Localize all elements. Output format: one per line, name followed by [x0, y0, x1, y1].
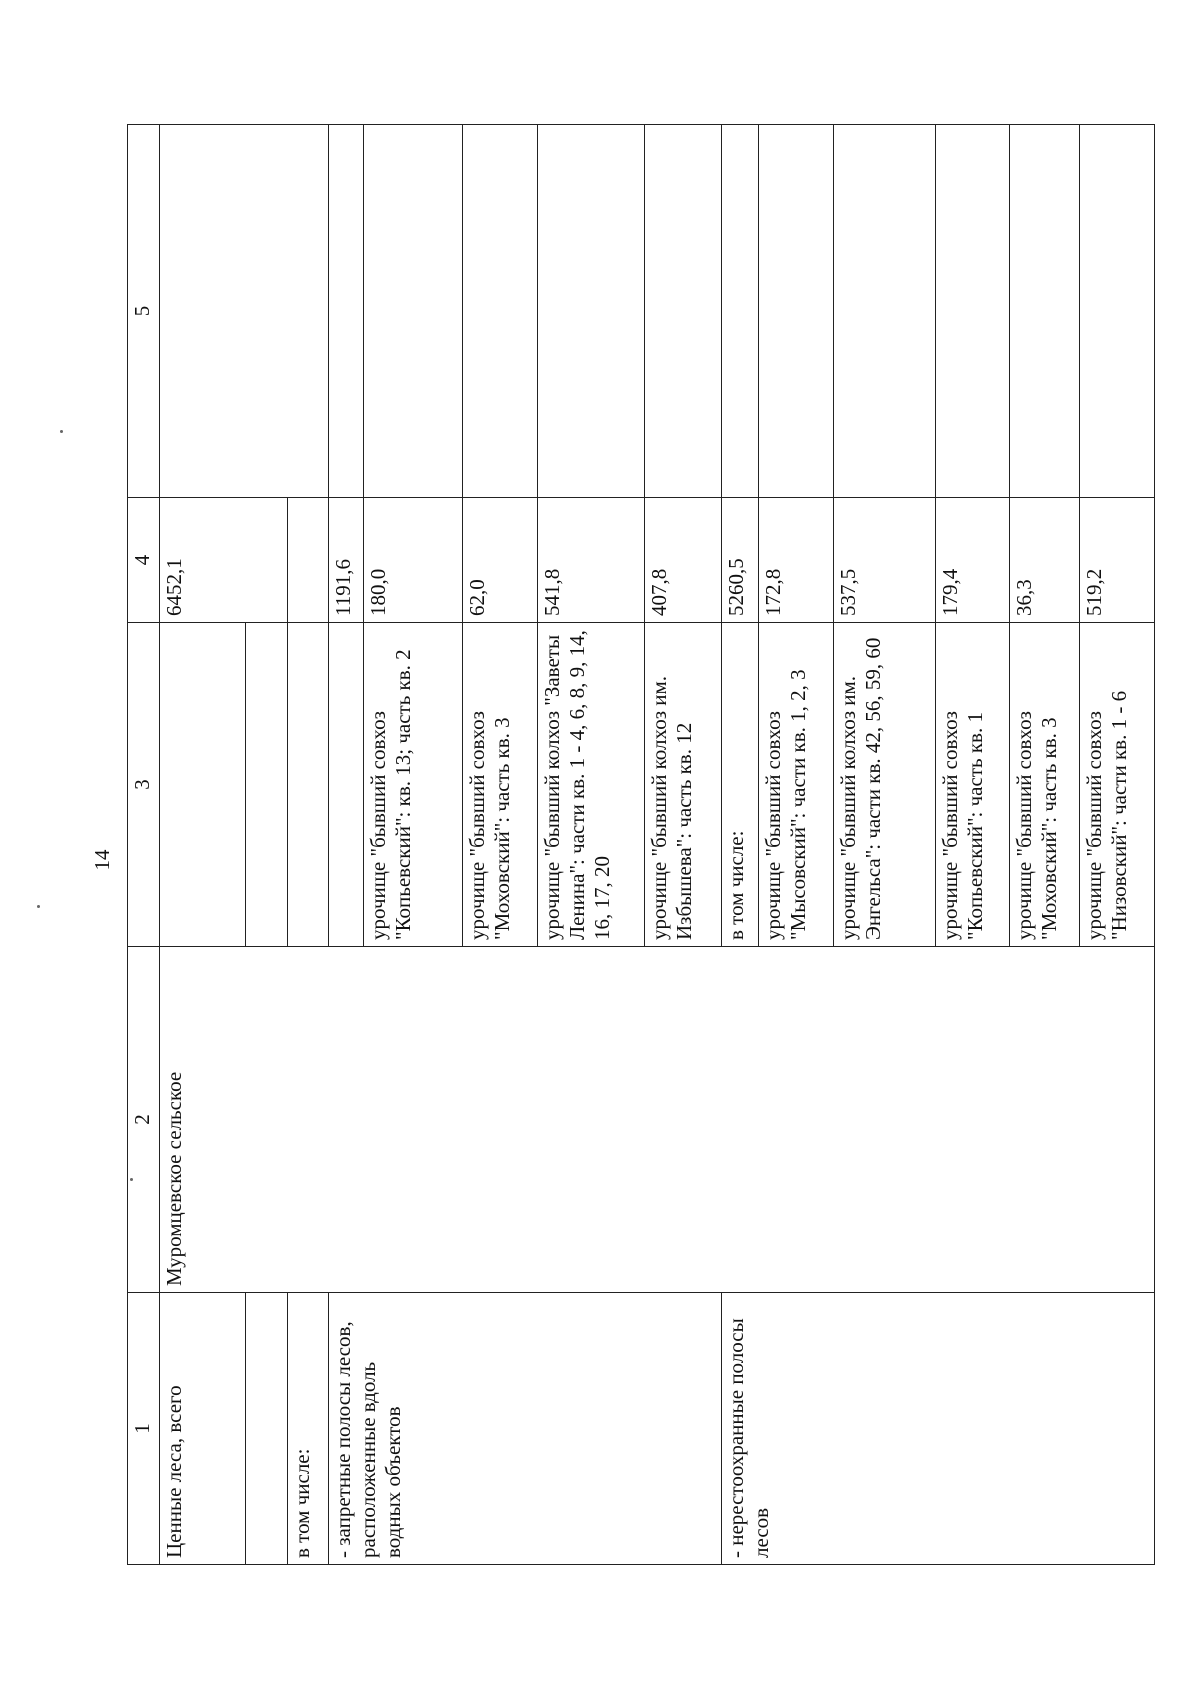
header-row	[128, 125, 160, 1565]
location-cell: урочище "бывший колхоз им. Избышева": часть кв. 12	[644, 623, 721, 947]
table-cell	[160, 125, 329, 498]
table-cell	[288, 623, 329, 947]
in-number-cell: в том числе:	[721, 623, 758, 947]
value-cell: 537,5	[833, 498, 935, 623]
header-cell: 4	[128, 498, 160, 623]
scan-speck	[60, 430, 63, 433]
table-cell	[759, 125, 834, 498]
location-cell: урочище "бывший совхоз "Низовский": части кв. 1 - 6	[1080, 623, 1155, 947]
value-cell: 541,8	[537, 498, 644, 623]
table-cell	[935, 125, 1010, 498]
table-row	[160, 125, 246, 1565]
table-cell	[364, 125, 462, 498]
header-cell: 1	[128, 1293, 160, 1565]
table-row	[329, 125, 364, 1565]
location-cell: урочище "бывший совхоз "Моховский": часть кв. 3	[462, 623, 537, 947]
value-subtotal: 5260,5	[721, 498, 758, 623]
table-cell	[1080, 125, 1155, 498]
location-cell: урочище "бывший колхоз им. Энгельса": части кв. 42, 56, 59, 60	[833, 623, 935, 947]
location-cell: урочище "бывший совхоз "Копьевский": часть кв. 1	[935, 623, 1010, 947]
table-cell	[245, 1293, 288, 1565]
table-cell	[644, 125, 721, 498]
page-number: 14	[90, 849, 114, 871]
forest-table	[127, 124, 1155, 1565]
scan-speck	[37, 905, 40, 908]
row-label-protect: - запретные полосы лесов, расположенные вдоль водных объектов	[329, 1293, 722, 1565]
header-cell: 5	[128, 125, 160, 498]
value-subtotal: 1191,6	[329, 498, 364, 623]
row-label-total: Ценные леса, всего	[160, 1293, 246, 1565]
table-cell	[245, 623, 288, 947]
table-cell	[329, 623, 364, 947]
table-cell	[288, 498, 329, 623]
table-cell	[833, 125, 935, 498]
header-cell: 2	[128, 947, 160, 1293]
rotated-table-wrapper	[127, 125, 1155, 1565]
value-total: 6452,1	[160, 498, 288, 623]
value-cell: 179,4	[935, 498, 1010, 623]
location-cell: урочище "бывший колхоз "Заветы Ленина": части кв. 1 - 4, 6, 8, 9, 14, 16, 17, 20	[537, 623, 644, 947]
location-cell: урочище "бывший совхоз "Моховский": часть кв. 3	[1010, 623, 1080, 947]
value-cell: 407,8	[644, 498, 721, 623]
value-cell: 62,0	[462, 498, 537, 623]
row-label-spawn: - нерестоохранные полосы лесов	[721, 1293, 1154, 1565]
value-cell: 36,3	[1010, 498, 1080, 623]
value-cell: 172,8	[759, 498, 834, 623]
header-cell: 3	[128, 623, 160, 947]
table-row	[721, 125, 758, 1565]
table-cell	[329, 125, 364, 498]
table-cell	[721, 125, 758, 498]
table-cell	[160, 623, 246, 947]
row-label-in-number: в том числе:	[288, 1293, 329, 1565]
table-cell	[462, 125, 537, 498]
value-cell: 519,2	[1080, 498, 1155, 623]
value-cell: 180,0	[364, 498, 462, 623]
settlement-cell: Муромцевское сельское	[160, 947, 1155, 1293]
location-cell: урочище "бывший совхоз "Мысовский": части кв. 1, 2, 3	[759, 623, 834, 947]
location-cell: урочище "бывший совхоз "Копьевский": кв. 13; часть кв. 2	[364, 623, 462, 947]
table-cell	[537, 125, 644, 498]
table-cell	[1010, 125, 1080, 498]
